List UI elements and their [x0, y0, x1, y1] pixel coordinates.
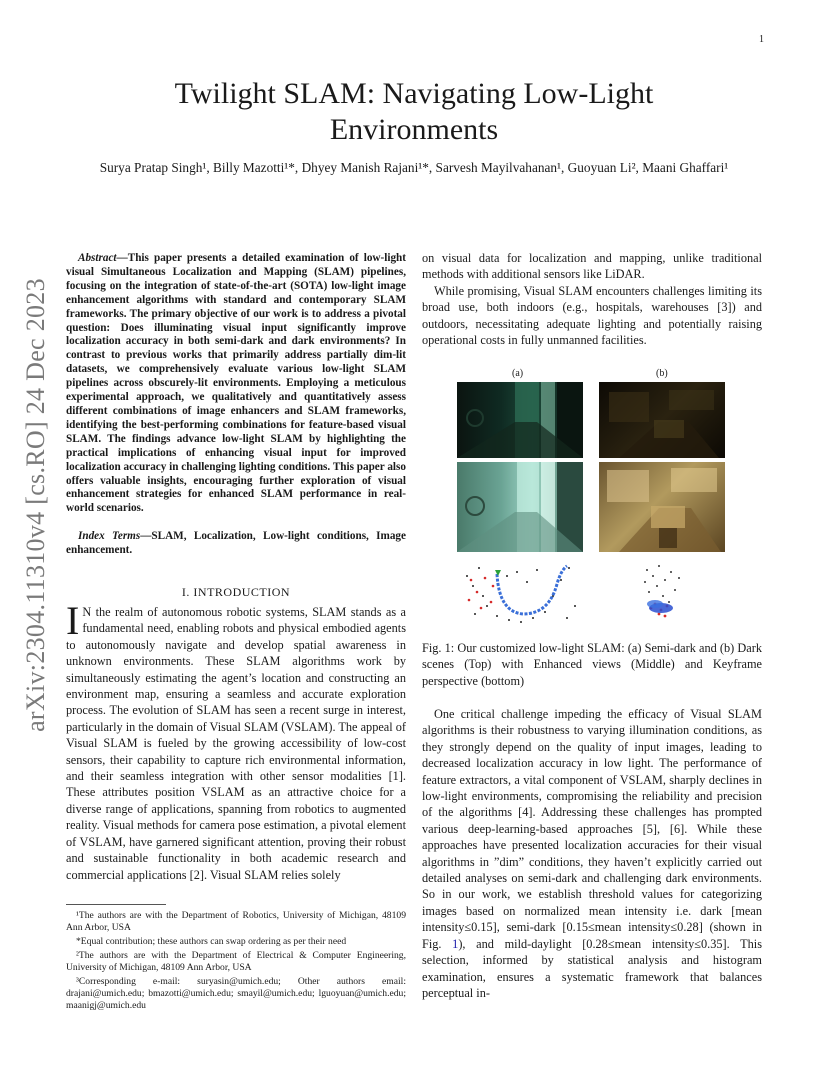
author-list: Surya Pratap Singh¹, Billy Mazotti¹*, Dhyey Manish Rajani¹*, Sarvesh Mayilvahanan¹, Guoyuan Li², Maani Ghaffari¹ [99, 160, 729, 175]
paragraph: While promising, Visual SLAM encounters challenges limiting its broad use, both indoors (e.g., hospitals, warehouses [3]) and outdoors, necessitating adequate lighting and potentially raising operational costs in fully unmanned facilities. [422, 283, 762, 348]
figure-1 [455, 368, 745, 638]
continued-paragraph: on visual data for localization and mapping, unlike traditional methods with additional sensors like LiDAR. [422, 251, 762, 282]
abstract [66, 252, 406, 516]
enhanced-semi-dark-image [457, 462, 583, 552]
figure-label-a: (a) [512, 368, 524, 379]
keyframe-dark-map [599, 556, 725, 628]
figure-reference-link[interactable]: 1 [452, 936, 459, 951]
paragraph [422, 706, 762, 1001]
arxiv-stamp: arXiv:2304.11310v4 [cs.RO] 24 Dec 2023 [21, 278, 50, 732]
abstract-label: Abstract [78, 252, 117, 264]
footnote: ²The authors are with the Department of Electrical & Computer Engineering, University of Michigan, 48109 Ann Arbor, USA [66, 950, 406, 973]
footnote: ¹The authors are with the Department of Robotics, University of Michigan, 48109 Ann Arbor, USA [66, 910, 406, 933]
footnote: *Equal contribution; these authors can swap ordering as per their need [76, 936, 347, 947]
index-terms [66, 530, 406, 558]
paper-title: Twilight SLAM: Navigating Low-Light Environments [174, 77, 654, 146]
index-terms-text: —SLAM, Localization, Low-light conditions, Image enhancement. [66, 530, 406, 556]
footnotes [66, 910, 406, 1014]
intro-dropcap: I [66, 598, 80, 643]
figure-label-b: (b) [656, 368, 668, 379]
section-heading: I. INTRODUCTION [181, 585, 291, 599]
abstract-text: —This paper presents a detailed examination of low-light visual Simultaneous Localization and Mapping (SLAM) pipelines, focusing on the integration of state-of-the-art (SOTA) low-light image enhancement algorithms with standard and contemporary SLAM frameworks. The primary objective of our work is to address a pivotal question: Does illuminating visual input significantly improve localization accuracy in both semi-dark and dark environments? In contrast to previous works that primarily address partially dim-lit datasets, we comprehensively evaluate various low-light SLAM pipelines across obscurely-lit environments. Employing a meticulous experimental approach, we qualitatively and quantitatively assess different combinations of image enhancers and SLAM frameworks, identifying the best-performing combinations for feature-based visual SLAM. The findings advance low-light SLAM by highlighting the practical implications of enhancing visual input for improved localization accuracy in challenging lighting conditions. This paper also offers valuable insights, encouraging further exploration of visual enhancement strategies for enhanced SLAM performance in real-world scenarios. [66, 252, 406, 515]
keyframe-semi-dark-map [457, 556, 583, 628]
paragraph-text-end: ), and mild-daylight [0.28≤mean intensity≤0.35]. This selection, informed by statistical analysis and histogram examination, ensures a systematic framework that balances perceptual in- [422, 936, 762, 1000]
paragraph-text: One critical challenge impeding the efficacy of Visual SLAM algorithms is their robustness to varying illumination conditions, as they strongly depend on the quality of input images, leading to decreased localization accuracy in low light. The performance of feature extractors, a vital component of VSLAM, sharply declines in low-light environments, compromising the reliability and precision of the algorithms [4]. Addressing these challenges has prompted various deep-learning-based approaches [5], [6]. While these approaches have presented localization accuracies for their visual algorithms in ”dim” conditions, they haven’t explicitly carried out detailed analyses on semi-dark and challenging dark environments. So in our work, we establish threshold values for categorizing images based on normalized mean intensity i.e. dark [mean intensity≤0.15], semi-dark [0.15≤mean intensity≤0.28] (shown in Fig. [422, 707, 762, 951]
right-column-top [422, 250, 762, 348]
enhanced-dark-image [599, 462, 725, 552]
figure-caption: Fig. 1: Our customized low-light SLAM: (a) Semi-dark and (b) Dark scenes (Top) with Enhanced views (Middle) and Keyframe perspective (bottom) [422, 641, 762, 688]
dark-image [599, 382, 725, 458]
intro-paragraph [66, 598, 406, 883]
semi-dark-image [457, 382, 583, 458]
index-terms-label: Index Terms [78, 530, 141, 542]
page-number: 1 [759, 34, 764, 45]
footnote: ³Corresponding e-mail: suryasin@umich.edu; Other authors email: drajani@umich.edu; bmazotti@umich.edu; smayil@umich.edu; lguoyuan@umich.edu; maanigj@umich.edu [66, 976, 406, 1011]
footnote-rule [66, 904, 166, 905]
intro-text: N the realm of autonomous robotic systems, SLAM stands as a fundamental need, enabling robots and physical embodied agents to autonomously navigate and develop spatial awareness in unknown environments. These SLAM algorithms work by simultaneously estimating the agent’s location and constructing an environment map, ensuring a seamless and accurate exploration process. The evolution of SLAM has seen a recent surge in interest, particularly in the domain of Visual SLAM (VSLAM). The appeal of Visual SLAM is fueled by the growing accessibility of low-cost sensors, their capability to capture rich environmental information, and their seamless integration with other sensor modalities [1]. These attributes position VSLAM as an attractive choice for a diverse range of applications, spanning from robotics to augmented reality. Visual methods for camera pose estimation, a pivotal element of VSLAM, have garnered significant attention, proving their robust and sustainable functionality in both academic research and commercial applications [2]. Visual SLAM relies solely [66, 605, 406, 882]
